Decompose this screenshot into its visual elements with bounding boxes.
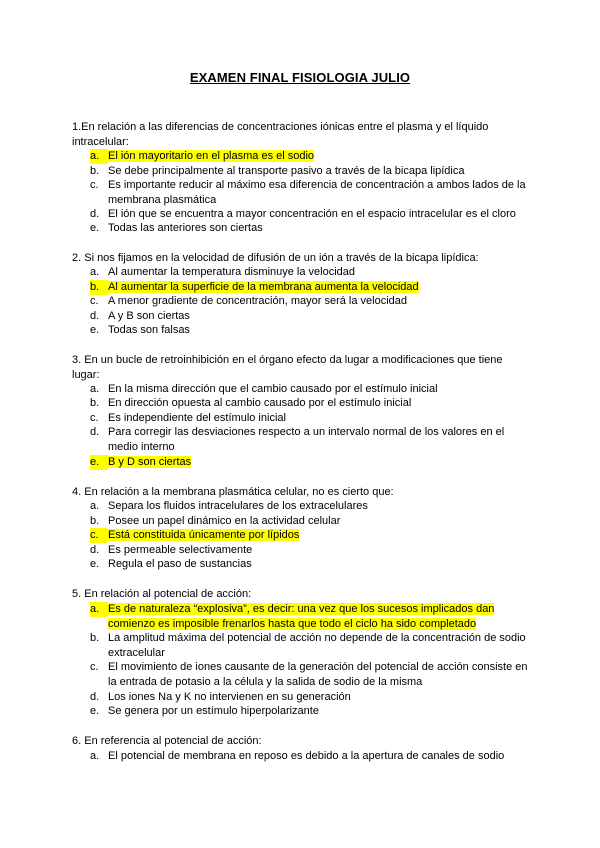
q1-option-e <box>90 221 530 236</box>
q3-option-d <box>90 425 530 455</box>
option-letter: a. <box>90 149 108 164</box>
option-letter: d. <box>90 208 100 220</box>
q5-option-e <box>90 704 530 719</box>
question-5-text: 5. En relación al potencial de acción: <box>72 588 252 600</box>
option-letter: a. <box>90 383 100 395</box>
option-letter: e. <box>90 324 100 336</box>
q6-option-a <box>90 749 530 764</box>
option-text: En dirección opuesta al cambio causado por el estímulo inicial <box>108 397 412 409</box>
option-text: Es permeable selectivamente <box>108 544 253 556</box>
q5-option-c <box>90 660 530 690</box>
q3-option-b <box>90 396 530 411</box>
option-letter: a. <box>90 266 100 278</box>
q5-option-b <box>90 631 530 661</box>
option-letter: c. <box>90 528 108 543</box>
option-letter: d. <box>90 310 100 322</box>
question-6-text: 6. En referencia al potencial de acción: <box>72 735 262 747</box>
option-text: Al aumentar la temperatura disminuye la velocidad <box>108 266 356 278</box>
question-3-text: 3. En un bucle de retroinhibición en el órgano efecto da lugar a modificaciones que tiene lugar: <box>72 354 503 381</box>
q2-option-b <box>90 280 530 295</box>
q4-option-d <box>90 543 530 558</box>
option-letter: d. <box>90 691 100 703</box>
q2-option-e <box>90 323 530 338</box>
q5-option-a <box>90 602 530 632</box>
option-text: Separa los fluidos intracelulares de los extracelulares <box>108 500 368 512</box>
option-letter: a. <box>90 500 100 512</box>
q4-option-a <box>90 499 530 514</box>
option-letter: c. <box>90 179 99 191</box>
q2-option-d <box>90 309 530 324</box>
option-letter: c. <box>90 661 99 673</box>
option-letter: c. <box>90 412 99 424</box>
option-text: En la misma dirección que el cambio causado por el estímulo inicial <box>108 383 438 395</box>
q5-option-d <box>90 690 530 705</box>
option-text: Se genera por un estímulo hiperpolarizante <box>108 705 319 717</box>
option-text: A y B son ciertas <box>108 310 190 322</box>
option-text: Todas son falsas <box>108 324 190 336</box>
q1-option-d <box>90 207 530 222</box>
option-letter: d. <box>90 426 100 438</box>
q2-option-a <box>90 265 530 280</box>
q4-option-c <box>90 528 530 543</box>
option-letter: a. <box>90 750 100 762</box>
option-text: El potencial de membrana en reposo es debido a la apertura de canales de sodio <box>108 750 505 762</box>
option-letter: b. <box>90 280 108 295</box>
option-text: El movimiento de iones causante de la generación del potencial de acción consiste en la entrada de potasio a la célula y la salida de sodio de la misma <box>108 661 528 688</box>
option-text: Posee un papel dinámico en la actividad celular <box>108 515 341 527</box>
option-text: Se debe principalmente al transporte pasivo a través de la bicapa lipídica <box>108 165 465 177</box>
question-4-text: 4. En relación a la membrana plasmática celular, no es cierto que: <box>72 486 394 498</box>
option-letter: b. <box>90 515 100 527</box>
option-text: B y D son ciertas <box>108 456 192 468</box>
option-text: Es independiente del estímulo inicial <box>108 412 286 424</box>
option-text: A menor gradiente de concentración, mayor será la velocidad <box>108 295 408 307</box>
option-letter: b. <box>90 397 100 409</box>
q1-option-a <box>90 149 530 164</box>
option-text: Está constituida únicamente por lípidos <box>108 529 300 541</box>
question-1-text: 1.En relación a las diferencias de concentraciones iónicas entre el plasma y el líquido intracelular: <box>72 121 489 148</box>
q1-option-b <box>90 164 530 179</box>
option-letter: b. <box>90 165 100 177</box>
q3-option-a <box>90 382 530 397</box>
option-text: Todas las anteriores son ciertas <box>108 222 263 234</box>
option-text: El ión mayoritario en el plasma es el sodio <box>108 150 315 162</box>
option-letter: c. <box>90 295 99 307</box>
option-letter: e. <box>90 455 108 470</box>
q4-option-e <box>90 557 530 572</box>
option-text: Al aumentar la superficie de la membrana aumenta la velocidad <box>108 281 419 293</box>
option-text: Para corregir las desviaciones respecto a un intervalo normal de los valores en el medio interno <box>108 426 505 453</box>
page-title: EXAMEN FINAL FISIOLOGIA JULIO <box>189 70 411 85</box>
q4-option-b <box>90 514 530 529</box>
option-letter: a. <box>90 602 108 617</box>
option-text: Los iones Na y K no intervienen en su generación <box>108 691 351 703</box>
option-text: Regula el paso de sustancias <box>108 558 252 570</box>
q3-option-e <box>90 455 530 470</box>
question-2-text: 2. Si nos fijamos en la velocidad de difusión de un ión a través de la bicapa lipídica: <box>72 252 479 264</box>
option-text: Es de naturaleza “explosiva”, es decir: una vez que los sucesos implicados dan comienzo es imposible frenarlos hasta que todo el ciclo ha sido completado <box>108 603 495 630</box>
option-text: El ión que se encuentra a mayor concentración en el espacio intracelular es el cloro <box>108 208 516 220</box>
q3-option-c <box>90 411 530 426</box>
option-text: Es importante reducir al máximo esa diferencia de concentración a ambos lados de la membrana plasmática <box>108 179 526 206</box>
option-letter: e. <box>90 558 100 570</box>
option-text: La amplitud máxima del potencial de acción no depende de la concentración de sodio extracelular <box>108 632 526 659</box>
option-letter: b. <box>90 632 100 644</box>
option-letter: e. <box>90 705 100 717</box>
q1-option-c <box>90 178 530 208</box>
option-letter: e. <box>90 222 100 234</box>
option-letter: d. <box>90 544 100 556</box>
q2-option-c <box>90 294 530 309</box>
